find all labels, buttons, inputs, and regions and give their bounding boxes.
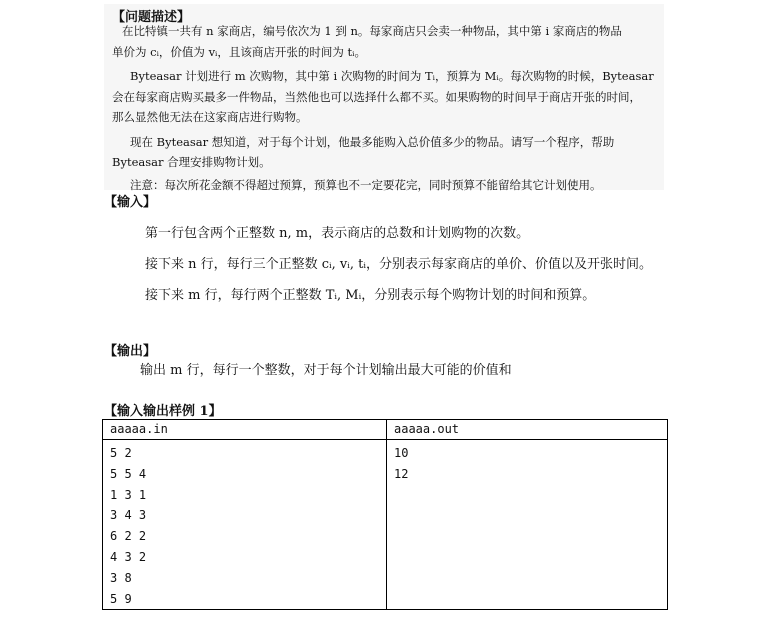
sample-output-line: 12 xyxy=(394,466,409,481)
sample-input-cell xyxy=(103,440,387,610)
sample-input-line: 6 2 2 xyxy=(110,529,147,544)
sample-header-row xyxy=(103,420,668,440)
input-line1: 第一行包含两个正整数 n, m，表示商店的总数和计划购物的次数。 xyxy=(145,226,530,241)
output-line1: 输出 m 行，每行一个整数，对于每个计划输出最大可能的价值和 xyxy=(140,363,512,378)
sample-input-filename: aaaaa.in xyxy=(103,420,387,440)
sample-heading: 【输入输出样例 1】 xyxy=(104,404,222,419)
sample-output-cell xyxy=(387,440,668,610)
sample-input-line: 5 5 4 xyxy=(110,466,147,481)
input-line2: 接下来 n 行，每行三个正整数 cᵢ, vᵢ, tᵢ，分别表示每家商店的单价、价值以及开张时间。 xyxy=(145,257,652,272)
sample-io-table xyxy=(102,419,668,610)
sample-input-line: 5 2 xyxy=(110,446,132,460)
problem-p1-line1: 在比特镇一共有 n 家商店，编号依次为 1 到 n。每家商店只会卖一种物品，其中第 i 家商店的物品 xyxy=(122,24,622,38)
problem-p1-line2: 单价为 cᵢ，价值为 vᵢ，且该商店开张的时间为 tᵢ。 xyxy=(112,45,366,59)
problem-p2-line2: 会在每家商店购买最多一件物品，当然他也可以选择什么都不买。如果购物的时间早于商店开张的时间， xyxy=(112,90,641,104)
input-heading: 【输入】 xyxy=(104,195,157,210)
input-line3: 接下来 m 行，每行两个正整数 Tᵢ, Mᵢ，分别表示每个购物计划的时间和预算。 xyxy=(145,288,596,303)
problem-heading: 【问题描述】 xyxy=(112,10,191,25)
sample-content-row xyxy=(103,440,668,610)
sample-input-line: 1 3 1 xyxy=(110,487,147,502)
problem-p2-line1: Byteasar 计划进行 m 次购物，其中第 i 次购物的时间为 Tᵢ，预算为 Mᵢ。每次购物的时候，Byteasar xyxy=(130,69,654,83)
output-heading: 【输出】 xyxy=(104,344,157,359)
problem-p3-line2: Byteasar 合理安排购物计划。 xyxy=(112,155,271,169)
problem-p3-line1: 现在 Byteasar 想知道，对于每个计划，他最多能购入总价值多少的物品。请写一个程序，帮助 xyxy=(130,135,615,149)
sample-output-filename: aaaaa.out xyxy=(387,420,668,440)
sample-input-line: 3 4 3 xyxy=(110,508,147,523)
problem-p2-line3: 那么显然他无法在这家商店进行购物。 xyxy=(112,110,308,124)
sample-input-line: 4 3 2 xyxy=(110,549,147,564)
sample-input-line: 5 9 xyxy=(110,591,132,606)
problem-note: 注意：每次所花金额不得超过预算，预算也不一定要花完，同时预算不能留给其它计划使用。 xyxy=(130,178,602,192)
sample-output-line: 10 xyxy=(394,446,409,460)
sample-input-line: 3 8 xyxy=(110,570,132,585)
